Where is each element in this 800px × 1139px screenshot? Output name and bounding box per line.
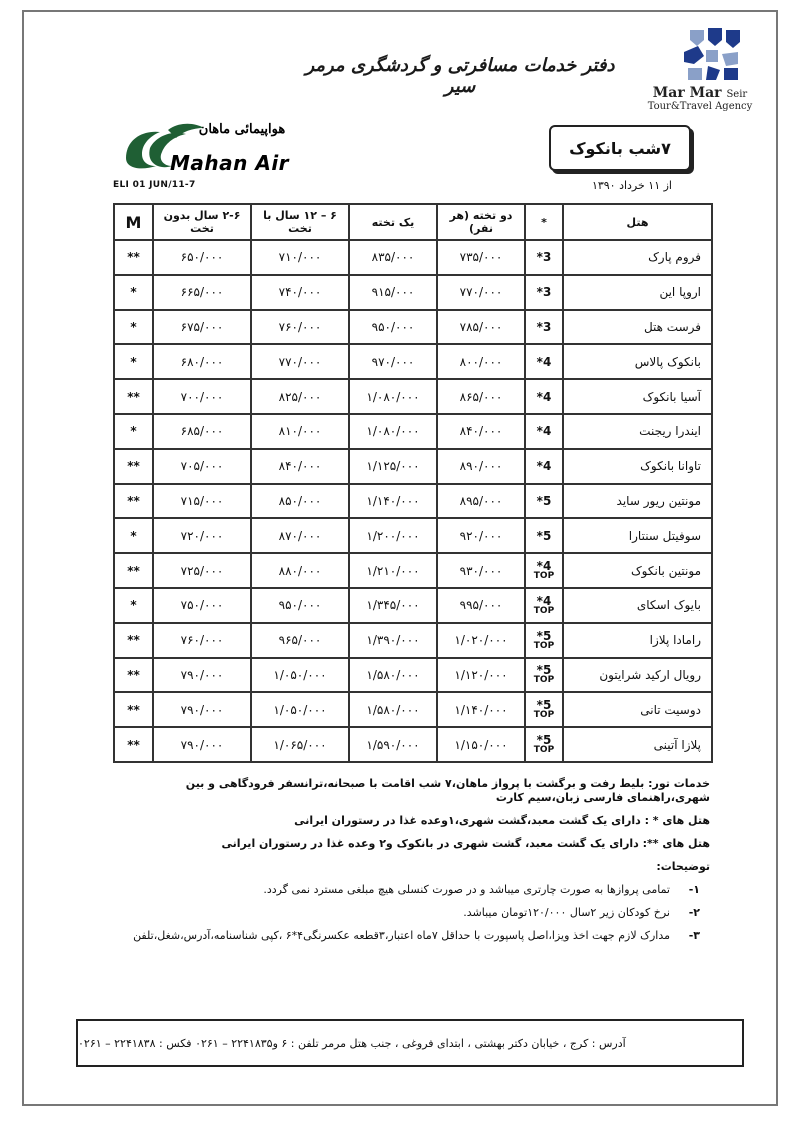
child-no-bed-price-cell: ۷۰۰/۰۰۰ (153, 379, 251, 414)
single-price-cell: ۱/۵۹۰/۰۰۰ (349, 727, 437, 762)
two-star-note: هتل های **: دارای یک گشت معبد، گشت شهری در بانکوک و۲ وعده غذا در رستوران ایرانی (221, 837, 710, 850)
star-cell (525, 275, 563, 310)
hotel-name-cell: رامادا پلازا (563, 623, 712, 658)
table-row (114, 727, 712, 762)
brand-name (630, 85, 770, 112)
star-rating: 5* (536, 663, 552, 678)
hotel-name-cell: پلازا آتینی (563, 727, 712, 762)
star-rating: 5* (536, 733, 552, 748)
double-price-cell: ۸۶۵/۰۰۰ (437, 379, 525, 414)
single-price-cell: ۱/۲۱۰/۰۰۰ (349, 553, 437, 588)
header-child-no-bed: ۲-۶ سال بدون تخت (153, 204, 251, 240)
hotel-name-cell: فروم پارک (563, 240, 712, 275)
meal-cell: ** (114, 727, 153, 762)
star-cell (525, 727, 563, 762)
child-with-bed-price-cell: ۸۸۰/۰۰۰ (251, 553, 349, 588)
header-hotel: هتل (563, 204, 712, 240)
address-box: آدرس : کرج ، خیابان دکتر بهشتی ، ابتدای فروغی ، جنب هتل مرمر تلفن : ۶ و۲۲۴۱۸۳۵ – ۰۲۶۱ فکس : ۲۲۴۱۸۳۸ – ۰۲۶۱ (76, 1019, 744, 1067)
table-row (114, 658, 712, 693)
star-cell (525, 379, 563, 414)
double-price-cell: ۸۹۰/۰۰۰ (437, 449, 525, 484)
star-rating: 4* (536, 459, 552, 474)
double-price-cell: ۱/۰۲۰/۰۰۰ (437, 623, 525, 658)
double-price-cell: ۹۲۰/۰۰۰ (437, 518, 525, 553)
child-with-bed-price-cell: ۹۶۵/۰۰۰ (251, 623, 349, 658)
list-item (100, 883, 700, 897)
child-with-bed-price-cell: ۱/۰۵۰/۰۰۰ (251, 658, 349, 693)
meal-cell: ** (114, 240, 153, 275)
single-price-cell: ۱/۳۹۰/۰۰۰ (349, 623, 437, 658)
meal-cell: ** (114, 379, 153, 414)
star-rating: 4* (536, 593, 552, 608)
child-with-bed-price-cell: ۸۴۰/۰۰۰ (251, 449, 349, 484)
double-price-cell: ۱/۱۴۰/۰۰۰ (437, 692, 525, 727)
child-no-bed-price-cell: ۶۷۵/۰۰۰ (153, 310, 251, 345)
star-rating: 4* (536, 559, 552, 574)
hotel-name-cell: مونتین ریور ساید (563, 484, 712, 519)
star-cell (525, 518, 563, 553)
single-price-cell: ۹۷۰/۰۰۰ (349, 344, 437, 379)
double-price-cell: ۸۹۵/۰۰۰ (437, 484, 525, 519)
single-price-cell: ۹۱۵/۰۰۰ (349, 275, 437, 310)
date-line: از ۱۱ خرداد ۱۳۹۰ (591, 179, 672, 192)
single-price-cell: ۱/۵۸۰/۰۰۰ (349, 692, 437, 727)
child-with-bed-price-cell: ۷۱۰/۰۰۰ (251, 240, 349, 275)
child-no-bed-price-cell: ۷۲۰/۰۰۰ (153, 518, 251, 553)
star-rating: 5* (536, 698, 552, 713)
single-price-cell: ۸۳۵/۰۰۰ (349, 240, 437, 275)
child-with-bed-price-cell: ۸۱۰/۰۰۰ (251, 414, 349, 449)
note-number: ۱- (688, 883, 700, 896)
hotel-name-cell: رویال ارکید شرایتون (563, 658, 712, 693)
note-number: ۳- (688, 929, 700, 942)
star-cell (525, 310, 563, 345)
child-no-bed-price-cell: ۶۸۵/۰۰۰ (153, 414, 251, 449)
double-price-cell: ۷۷۰/۰۰۰ (437, 275, 525, 310)
list-item (100, 929, 700, 943)
header-star: * (525, 204, 563, 240)
table-row (114, 553, 712, 588)
child-with-bed-price-cell: ۱/۰۵۰/۰۰۰ (251, 692, 349, 727)
star-cell (525, 588, 563, 623)
child-with-bed-price-cell: ۸۲۵/۰۰۰ (251, 379, 349, 414)
services-note: خدمات تور: بلیط رفت و برگشت با پرواز ماهان،۷ شب اقامت با صبحانه،ترانسفر فرودگاهی و بین شهری،راهنمای فارسی زبان،سیم کارت (185, 777, 710, 804)
note-text: نرخ کودکان زیر ۲سال ۱۲۰/۰۰۰تومان میباشد. (463, 906, 670, 919)
double-price-cell: ۷۳۵/۰۰۰ (437, 240, 525, 275)
hotel-name-cell: ایندرا ریجنت (563, 414, 712, 449)
star-cell (525, 344, 563, 379)
single-price-cell: ۱/۰۸۰/۰۰۰ (349, 379, 437, 414)
double-price-cell: ۹۳۰/۰۰۰ (437, 553, 525, 588)
one-star-note: هتل های * : دارای یک گشت معبد،گشت شهری،۱وعده غذا در رستوران ایرانی (294, 814, 710, 827)
star-cell (525, 553, 563, 588)
child-no-bed-price-cell: ۷۱۵/۰۰۰ (153, 484, 251, 519)
double-price-cell: ۸۰۰/۰۰۰ (437, 344, 525, 379)
child-no-bed-price-cell: ۶۵۰/۰۰۰ (153, 240, 251, 275)
meal-cell: * (114, 588, 153, 623)
note-number: ۲- (688, 906, 700, 919)
hotel-name-cell: تاوانا بانکوک (563, 449, 712, 484)
notes-section (100, 777, 710, 952)
star-rating: 5* (536, 628, 552, 643)
note-text: مدارک لازم جهت اخذ ویزا،اصل پاسپورت با حداقل ۷ماه اعتبار،۳قطعه عکسرنگی۴*۶ ،کپی شناسنامه،آدرس،شغل،تلفن (133, 929, 670, 942)
hotel-name-cell: بانکوک پالاس (563, 344, 712, 379)
meal-cell: * (114, 518, 153, 553)
double-price-cell: ۸۴۰/۰۰۰ (437, 414, 525, 449)
meal-cell: * (114, 310, 153, 345)
table-row (114, 240, 712, 275)
top-badge: TOP (533, 605, 555, 616)
meal-cell: ** (114, 449, 153, 484)
star-cell (525, 484, 563, 519)
child-with-bed-price-cell: ۹۵۰/۰۰۰ (251, 588, 349, 623)
star-rating: 5* (536, 493, 552, 508)
table-row (114, 310, 712, 345)
meal-cell: * (114, 275, 153, 310)
brand-tagline: Tour&Travel Agency (647, 101, 753, 112)
child-with-bed-price-cell: ۸۵۰/۰۰۰ (251, 484, 349, 519)
child-no-bed-price-cell: ۷۶۰/۰۰۰ (153, 623, 251, 658)
table-row (114, 379, 712, 414)
header-child-with-bed: ۶ – ۱۲ سال با تخت (251, 204, 349, 240)
star-rating: 4* (536, 389, 552, 404)
child-no-bed-price-cell: ۷۹۰/۰۰۰ (153, 727, 251, 762)
single-price-cell: ۱/۱۴۰/۰۰۰ (349, 484, 437, 519)
meal-cell: ** (114, 658, 153, 693)
header-single: یک تخته (349, 204, 437, 240)
hotel-name-cell: سوفیتل سنتارا (563, 518, 712, 553)
meal-cell: ** (114, 623, 153, 658)
single-price-cell: ۹۵۰/۰۰۰ (349, 310, 437, 345)
child-no-bed-price-cell: ۶۶۵/۰۰۰ (153, 275, 251, 310)
star-rating: 3* (536, 250, 552, 265)
double-price-cell: ۱/۱۲۰/۰۰۰ (437, 658, 525, 693)
top-badge: TOP (533, 675, 555, 686)
table-row (114, 518, 712, 553)
star-cell (525, 658, 563, 693)
child-with-bed-price-cell: ۱/۰۶۵/۰۰۰ (251, 727, 349, 762)
double-price-cell: ۹۹۵/۰۰۰ (437, 588, 525, 623)
brand-name-suffix: Seir (726, 89, 748, 100)
notes-list (100, 883, 710, 943)
top-badge: TOP (533, 571, 555, 582)
table-row (114, 449, 712, 484)
single-price-cell: ۱/۱۲۵/۰۰۰ (349, 449, 437, 484)
star-rating: 3* (536, 285, 552, 300)
notes-heading: توضیحات: (656, 860, 710, 873)
top-badge: TOP (533, 745, 555, 756)
star-cell (525, 240, 563, 275)
star-rating: 4* (536, 354, 552, 369)
header-meal: M (114, 204, 153, 240)
meal-cell: ** (114, 484, 153, 519)
top-badge: TOP (533, 710, 555, 721)
brand-name-main: Mar Mar (652, 85, 722, 101)
note-text: تمامی پروازها به صورت چارتری میباشد و در صورت کنسلی هیچ مبلغی مسترد نمی گردد. (263, 883, 670, 896)
table-row (114, 692, 712, 727)
single-price-cell: ۱/۳۴۵/۰۰۰ (349, 588, 437, 623)
table-row (114, 344, 712, 379)
child-no-bed-price-cell: ۷۹۰/۰۰۰ (153, 692, 251, 727)
hotel-name-cell: بایوک اسکای (563, 588, 712, 623)
hotel-name-cell: دوسیت تانی (563, 692, 712, 727)
single-price-cell: ۱/۵۸۰/۰۰۰ (349, 658, 437, 693)
hotel-name-cell: اروپا این (563, 275, 712, 310)
meal-cell: ** (114, 692, 153, 727)
child-with-bed-price-cell: ۷۶۰/۰۰۰ (251, 310, 349, 345)
double-price-cell: ۱/۱۵۰/۰۰۰ (437, 727, 525, 762)
child-no-bed-price-cell: ۷۰۵/۰۰۰ (153, 449, 251, 484)
mahan-name-en: Mahan Air (170, 151, 290, 175)
meal-cell: ** (114, 553, 153, 588)
star-cell (525, 692, 563, 727)
child-no-bed-price-cell: ۷۲۵/۰۰۰ (153, 553, 251, 588)
star-rating: 5* (536, 528, 552, 543)
star-cell (525, 449, 563, 484)
price-table (113, 203, 713, 763)
list-item (100, 906, 700, 920)
table-row (114, 414, 712, 449)
single-price-cell: ۱/۲۰۰/۰۰۰ (349, 518, 437, 553)
table-row (114, 623, 712, 658)
meal-cell: * (114, 414, 153, 449)
single-price-cell: ۱/۰۸۰/۰۰۰ (349, 414, 437, 449)
child-with-bed-price-cell: ۷۷۰/۰۰۰ (251, 344, 349, 379)
marmar-logo-icon (682, 26, 742, 82)
top-badge: TOP (533, 640, 555, 651)
table-header-row (114, 204, 712, 240)
child-no-bed-price-cell: ۶۸۰/۰۰۰ (153, 344, 251, 379)
hotel-name-cell: مونتین بانکوک (563, 553, 712, 588)
table-row (114, 484, 712, 519)
star-cell (525, 623, 563, 658)
child-no-bed-price-cell: ۷۵۰/۰۰۰ (153, 588, 251, 623)
code-ref: ELI 01 JUN/11-7 (113, 180, 196, 190)
hotel-name-cell: آسیا بانکوک (563, 379, 712, 414)
package-title: ۷شب بانکوک (549, 125, 691, 171)
hotel-name-cell: فرست هتل (563, 310, 712, 345)
mahan-name-fa: هواپیمائی ماهان (198, 122, 286, 137)
header-double: دو تخته (هر نفر) (437, 204, 525, 240)
star-rating: 3* (536, 319, 552, 334)
child-with-bed-price-cell: ۷۴۰/۰۰۰ (251, 275, 349, 310)
child-with-bed-price-cell: ۸۷۰/۰۰۰ (251, 518, 349, 553)
double-price-cell: ۷۸۵/۰۰۰ (437, 310, 525, 345)
star-rating: 4* (536, 424, 552, 439)
table-row (114, 275, 712, 310)
star-cell (525, 414, 563, 449)
child-no-bed-price-cell: ۷۹۰/۰۰۰ (153, 658, 251, 693)
meal-cell: * (114, 344, 153, 379)
office-title: دفتر خدمات مسافرتی و گردشگری مرمر سیر (305, 55, 615, 97)
table-row (114, 588, 712, 623)
